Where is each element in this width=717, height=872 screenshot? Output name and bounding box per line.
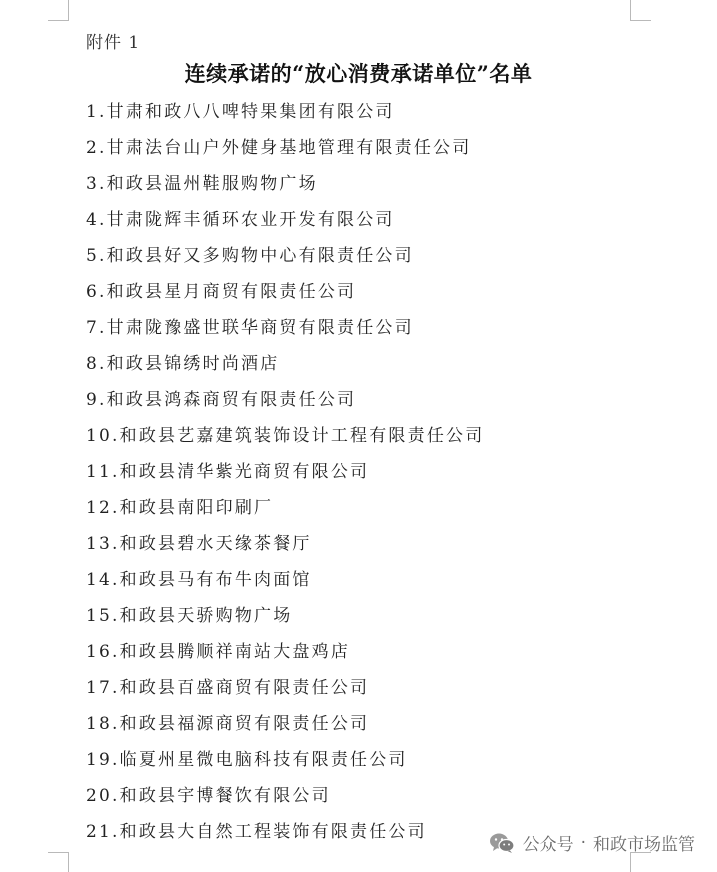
wechat-icon (489, 832, 515, 854)
list-item: 2.甘肃法台山户外健身基地管理有限责任公司 (86, 138, 472, 158)
list-item: 1.甘肃和政八八啤特果集团有限公司 (86, 102, 395, 122)
list-item: 4.甘肃陇辉丰循环农业开发有限公司 (86, 210, 395, 230)
list-item: 5.和政县好又多购物中心有限责任公司 (86, 246, 414, 266)
wechat-watermark (489, 830, 695, 855)
company-list (86, 97, 484, 853)
list-item: 18.和政县福源商贸有限责任公司 (86, 714, 370, 734)
list-item: 13.和政县碧水天缘茶餐厅 (86, 534, 312, 554)
list-item: 21.和政县大自然工程装饰有限责任公司 (86, 822, 427, 842)
watermark-source: 公众号 (522, 835, 574, 855)
list-item: 15.和政县天骄购物广场 (86, 606, 293, 626)
page-title: 连续承诺的“放心消费承诺单位”名单 (184, 61, 533, 86)
list-item: 20.和政县宇博餐饮有限公司 (86, 786, 331, 806)
attachment-label: 附件 1 (86, 33, 141, 53)
list-item: 14.和政县马有布牛肉面馆 (86, 570, 312, 590)
list-item: 12.和政县南阳印刷厂 (86, 498, 274, 518)
list-item: 10.和政县艺嘉建筑装饰设计工程有限责任公司 (86, 426, 485, 446)
list-item: 9.和政县鸿森商贸有限责任公司 (86, 390, 357, 410)
list-item: 7.甘肃陇豫盛世联华商贸有限责任公司 (86, 318, 414, 338)
watermark-account: 和政市场监管 (593, 835, 695, 855)
list-item: 17.和政县百盛商贸有限责任公司 (86, 678, 370, 698)
page-corner-mark-top-left (48, 0, 69, 21)
list-item: 16.和政县腾顺祥南站大盘鸡店 (86, 642, 351, 662)
list-item: 6.和政县星月商贸有限责任公司 (86, 282, 357, 302)
page-corner-mark-top-right (630, 0, 651, 21)
list-item: 11.和政县清华紫光商贸有限公司 (86, 462, 370, 482)
page-corner-mark-bottom-left (48, 852, 69, 872)
list-item: 8.和政县锦绣时尚酒店 (86, 354, 280, 374)
page-corner-mark-bottom-right (630, 852, 651, 872)
list-item: 19.临夏州星微电脑科技有限责任公司 (86, 750, 408, 770)
list-item: 3.和政县温州鞋服购物广场 (86, 174, 318, 194)
watermark-separator: · (580, 832, 586, 853)
